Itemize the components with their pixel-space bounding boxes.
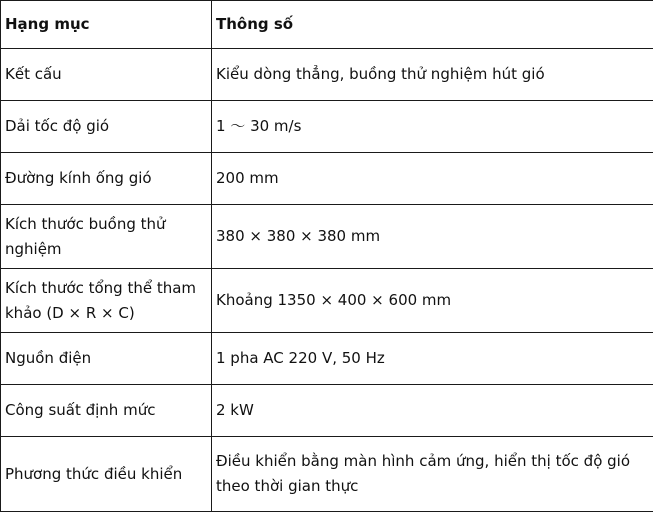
table-row	[1, 437, 653, 512]
row-label: Kích thước tổng thể tham khảo (D × R × C)	[1, 269, 212, 333]
row-label: Kích thước buồng thử nghiệm	[1, 205, 212, 269]
row-value: 200 mm	[212, 153, 653, 205]
header-spec: Thông số	[212, 1, 653, 49]
table-row	[1, 385, 653, 437]
row-label: Đường kính ống gió	[1, 153, 212, 205]
row-value: 1 pha AC 220 V, 50 Hz	[212, 333, 653, 385]
header-item: Hạng mục	[1, 1, 212, 49]
row-label: Kết cấu	[1, 49, 212, 101]
row-value: 2 kW	[212, 385, 653, 437]
row-value: Kiểu dòng thẳng, buồng thử nghiệm hút gió	[212, 49, 653, 101]
row-label: Phương thức điều khiển	[1, 437, 212, 512]
row-label: Công suất định mức	[1, 385, 212, 437]
table-row	[1, 205, 653, 269]
row-value: 1 ～ 30 m/s	[212, 101, 653, 153]
table-row	[1, 101, 653, 153]
row-label: Nguồn điện	[1, 333, 212, 385]
table-row	[1, 333, 653, 385]
row-value: Khoảng 1350 × 400 × 600 mm	[212, 269, 653, 333]
row-value: Điều khiển bằng màn hình cảm ứng, hiển thị tốc độ gió theo thời gian thực	[212, 437, 653, 512]
header-row	[1, 1, 653, 49]
table-row	[1, 269, 653, 333]
row-label: Dải tốc độ gió	[1, 101, 212, 153]
table-row	[1, 49, 653, 101]
row-value: 380 × 380 × 380 mm	[212, 205, 653, 269]
table-row	[1, 153, 653, 205]
